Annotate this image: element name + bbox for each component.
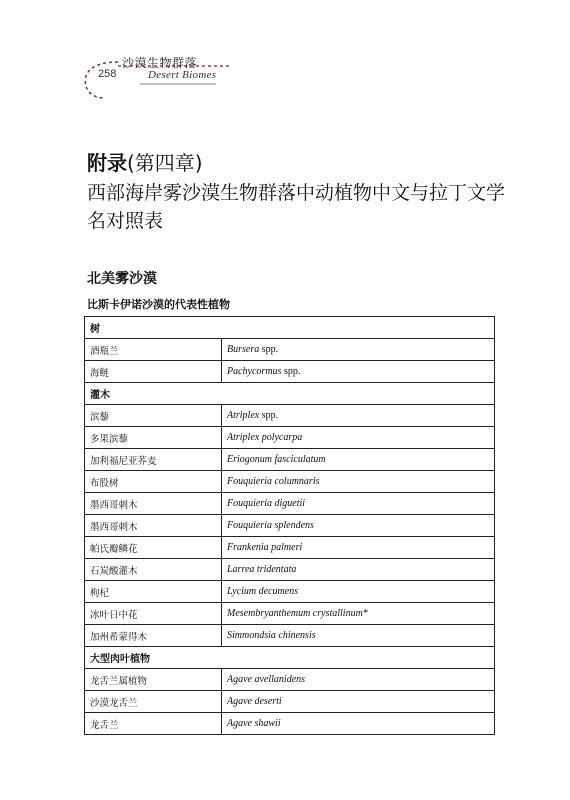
latin-name: Agave avellanidens xyxy=(227,674,306,685)
latin-name-suffix: spp. xyxy=(259,410,279,421)
chinese-name-cell: 龙舌兰属植物 xyxy=(85,669,222,691)
table-row xyxy=(85,669,495,691)
plant-name-table xyxy=(84,316,495,735)
chinese-name-cell: 帕氏瓣鳞花 xyxy=(85,537,222,559)
table-row xyxy=(85,427,495,449)
header-ornament xyxy=(0,0,570,110)
appendix-title: 西部海岸雾沙漠生物群落中动植物中文与拉丁文学名对照表 xyxy=(87,182,506,232)
section-title: 北美雾沙漠 xyxy=(87,271,157,287)
table-row xyxy=(85,537,495,559)
latin-name: Frankenia palmeri xyxy=(227,542,303,553)
latin-name: Lycium decumens xyxy=(227,586,299,597)
latin-name-cell xyxy=(222,691,495,713)
table-caption: 比斯卡伊诺沙漠的代表性植物 xyxy=(87,298,230,311)
book-title-en: Desert Biomes xyxy=(148,69,217,81)
latin-name-cell xyxy=(222,515,495,537)
chinese-name-cell: 加州希蒙得木 xyxy=(85,625,222,647)
appendix-label-bold: 附录 xyxy=(87,151,127,175)
chinese-name-cell: 枸杞 xyxy=(85,581,222,603)
table-row xyxy=(85,559,495,581)
latin-name: Pachycormus xyxy=(227,366,282,377)
chinese-name-cell: 加利福尼亚荞麦 xyxy=(85,449,222,471)
latin-name-cell xyxy=(222,427,495,449)
latin-name: Fouquieria columnaris xyxy=(227,476,320,487)
latin-name-cell xyxy=(222,405,495,427)
latin-name-cell xyxy=(222,449,495,471)
table-row xyxy=(85,449,495,471)
book-title-cn: 沙漠生物群落 xyxy=(122,56,198,70)
latin-name: Atriplex polycarpa xyxy=(227,432,303,443)
latin-name: Larrea tridentata xyxy=(227,564,297,575)
chinese-name-cell: 滨藜 xyxy=(85,405,222,427)
category-row xyxy=(85,647,495,669)
table-row xyxy=(85,471,495,493)
category-label: 大型肉叶植物 xyxy=(85,647,495,669)
chinese-name-cell: 龙舌兰 xyxy=(85,713,222,735)
chinese-name-cell: 冰叶日中花 xyxy=(85,603,222,625)
latin-name: Agave shawii xyxy=(227,718,281,729)
chinese-name-cell: 酒瓶兰 xyxy=(85,339,222,361)
category-label: 树 xyxy=(85,317,495,339)
table-row xyxy=(85,625,495,647)
appendix-label-chapter: (第四章) xyxy=(127,151,203,175)
latin-name-cell xyxy=(222,471,495,493)
chinese-name-cell: 布股树 xyxy=(85,471,222,493)
latin-name-cell xyxy=(222,603,495,625)
category-label: 灌木 xyxy=(85,383,495,405)
latin-name: Atriplex xyxy=(227,410,260,421)
table-row xyxy=(85,515,495,537)
plant-table-body xyxy=(85,317,495,735)
latin-name-cell xyxy=(222,713,495,735)
latin-name-cell xyxy=(222,339,495,361)
table-row xyxy=(85,405,495,427)
latin-name-cell xyxy=(222,537,495,559)
table-row xyxy=(85,361,495,383)
table-row xyxy=(85,691,495,713)
page-number: 258 xyxy=(98,68,117,80)
table-row xyxy=(85,581,495,603)
table-row xyxy=(85,603,495,625)
category-row xyxy=(85,383,495,405)
chinese-name-cell: 石炭酸灌木 xyxy=(85,559,222,581)
latin-name-cell xyxy=(222,625,495,647)
latin-name-cell xyxy=(222,669,495,691)
latin-name-suffix: spp. xyxy=(259,344,279,355)
table-row xyxy=(85,493,495,515)
chinese-name-cell: 海鲢 xyxy=(85,361,222,383)
latin-name: Eriogonum fasciculatum xyxy=(227,454,326,465)
chinese-name-cell: 墨西哥刺木 xyxy=(85,515,222,537)
appendix-label xyxy=(87,150,507,176)
latin-name-cell xyxy=(222,559,495,581)
table-row xyxy=(85,339,495,361)
chinese-name-cell: 多果滨藜 xyxy=(85,427,222,449)
latin-name: Mesembryanthemum crystallinum* xyxy=(227,608,368,619)
latin-name-suffix: spp. xyxy=(281,366,301,377)
latin-name-cell xyxy=(222,361,495,383)
category-row xyxy=(85,317,495,339)
table-row xyxy=(85,713,495,735)
latin-name-cell xyxy=(222,493,495,515)
latin-name: Fouquieria diguetii xyxy=(227,498,306,509)
latin-name: Bursera xyxy=(227,344,260,355)
latin-name: Simmondsia chinensis xyxy=(227,630,316,641)
latin-name: Fouquieria splendens xyxy=(227,520,314,531)
running-header xyxy=(0,0,570,110)
latin-name-cell xyxy=(222,581,495,603)
chinese-name-cell: 墨西哥刺木 xyxy=(85,493,222,515)
latin-name: Agave deserti xyxy=(227,696,282,707)
appendix-heading xyxy=(87,150,507,235)
chinese-name-cell: 沙漠龙舌兰 xyxy=(85,691,222,713)
